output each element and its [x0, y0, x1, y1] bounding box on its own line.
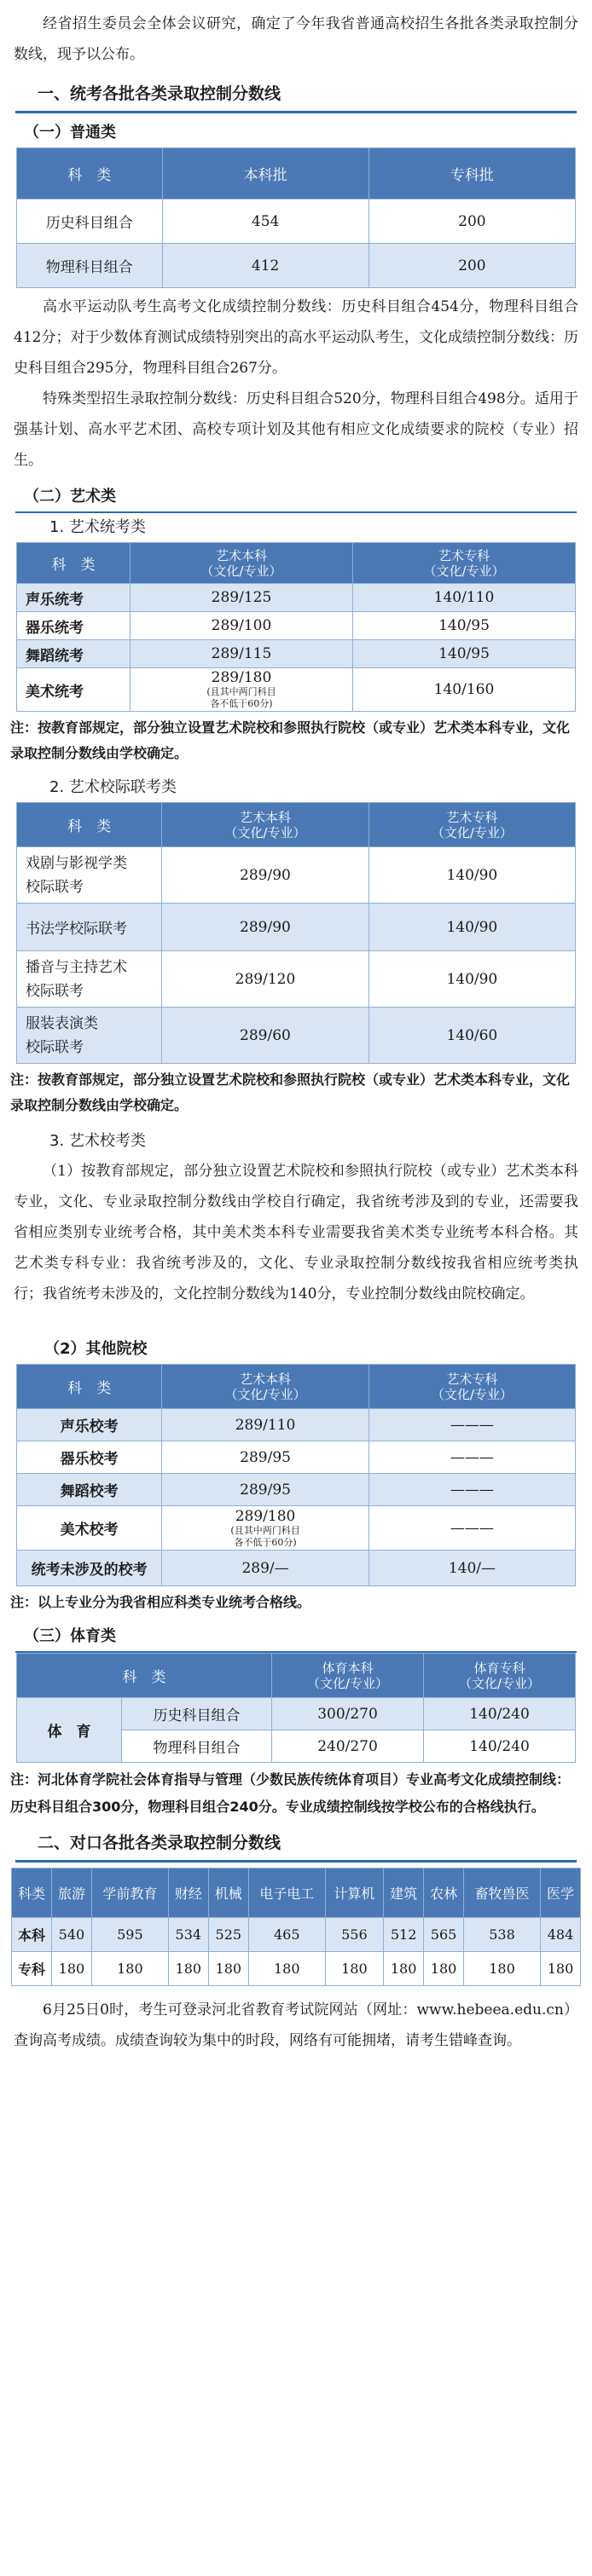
table-cell: 484	[540, 1918, 580, 1952]
table-header: 艺术本科 （文化/专业）	[162, 1365, 369, 1409]
table-cell: 140/60	[369, 1008, 575, 1064]
table-cell: 180	[464, 1952, 541, 1986]
section2-title: 二、对口各批各类录取控制分数线	[38, 1834, 281, 1852]
table-cell: 565	[424, 1918, 464, 1952]
art-sub1-title: 1. 艺术统考类	[49, 518, 146, 536]
table-cell: 180	[91, 1952, 168, 1986]
table-cell: 512	[384, 1918, 424, 1952]
vocational-table	[11, 1868, 581, 1986]
table-header: 艺术专科 （文化/专业）	[369, 1365, 575, 1409]
page	[0, 9, 592, 2056]
intro-paragraph: 经省招生委员会全体会议研究，确定了今年我省普通高校招生各批各类录取控制分数线，现予以公布。	[14, 15, 578, 63]
art-sub3-title: 3. 艺术校考类	[49, 1132, 146, 1150]
table-cell: 140/90	[369, 951, 575, 1008]
table-header: 艺术专科 （文化/专业）	[352, 543, 575, 584]
art-other-title: （2）其他院校	[44, 1340, 148, 1358]
table-header: 旅游	[51, 1868, 91, 1918]
art-sub2-table	[16, 802, 576, 1064]
table-header: 医学	[540, 1868, 580, 1918]
table-cell: 240/270	[272, 1730, 424, 1763]
table-header: 艺术本科 （文化/专业）	[130, 543, 352, 584]
table-cell: 140/90	[369, 904, 575, 951]
table-cell: 525	[208, 1918, 248, 1952]
table-header: 农林	[424, 1868, 464, 1918]
table-cell: 180	[384, 1952, 424, 1986]
table-cell: 140/240	[424, 1698, 576, 1730]
table-cell: 书法学校际联考	[17, 904, 162, 951]
table-cell: 289/95	[162, 1441, 369, 1474]
general-para1: 高水平运动队考生高考文化成绩控制分数线：历史科目组合454分，物理科目组合412分；对于少数体育测试成绩特别突出的高水平运动队考生，文化成绩控制分数线：历史科目组合295分，物理科目组合267分。	[14, 298, 578, 377]
table-cell: 289/90	[162, 847, 369, 904]
table-header: 艺术专科 （文化/专业）	[369, 803, 575, 847]
table-cell: 595	[91, 1918, 168, 1952]
table-cell: 140/90	[369, 847, 575, 904]
table-cell: 180	[168, 1952, 208, 1986]
table-cell: 200	[369, 244, 575, 288]
general-para2: 特殊类型招生录取控制分数线：历史科目组合520分，物理科目组合498分。适用于强基计划、高水平艺术团、高校专项计划及其他有相应文化成绩要求的院校（专业）招生。	[14, 390, 578, 469]
table-header: 建筑	[384, 1868, 424, 1918]
table-cell: 舞蹈校考	[17, 1474, 162, 1506]
table-cell: 538	[464, 1918, 541, 1952]
art-sub2-note: 注：按教育部规定，部分独立设置艺术院校和参照执行院校（或专业）艺术类本科专业，文化录取控制分数线由学校确定。	[10, 1071, 571, 1113]
sports-table	[16, 1653, 576, 1763]
table-cell: 140/240	[424, 1730, 576, 1763]
table-cell: 300/270	[272, 1698, 424, 1730]
table-cell: 289/60	[162, 1008, 369, 1064]
table-cell: 声乐校考	[17, 1409, 162, 1441]
art-other-table	[16, 1364, 576, 1586]
table-cell: 454	[162, 199, 369, 244]
sports-note: 注：河北体育学院社会体育指导与管理（少数民族传统体育项目）专业高考文化成绩控制线：历史科目组合300分，物理科目组合240分。专业成绩控制线按学校公布的合格线执行。	[10, 1771, 571, 1815]
table-cell: 器乐校考	[17, 1441, 162, 1474]
table-cell: 专科	[12, 1952, 52, 1986]
section-divider	[15, 111, 577, 113]
table-cell: 289/95	[162, 1474, 369, 1506]
table-header: 体育本科 （文化/专业）	[272, 1654, 424, 1698]
table-cell: 180	[540, 1952, 580, 1986]
table-header: 财经	[168, 1868, 208, 1918]
table-cell: 美术校考	[17, 1506, 162, 1551]
table-header: 科 类	[17, 148, 163, 199]
table-cell: 180	[424, 1952, 464, 1986]
table-cell: 180	[51, 1952, 91, 1986]
table-cell: 180	[208, 1952, 248, 1986]
table-cell: 180	[325, 1952, 383, 1986]
table-cell: 统考未涉及的校考	[17, 1551, 162, 1586]
table-cell: 服装表演类 校际联考	[17, 1008, 162, 1064]
table-header: 科 类	[17, 543, 131, 584]
table-cell: 140/160	[352, 668, 575, 712]
table-cell: 体 育	[17, 1698, 122, 1763]
art-sub1-table	[16, 542, 576, 712]
table-cell: 465	[248, 1918, 325, 1952]
table-cell: 声乐统考	[17, 584, 131, 612]
footer-paragraph: 6月25日0时，考生可登录河北省教育考试院网站（网址：www.hebeea.edu.cn）查询高考成绩。成绩查询较为集中的时段，网络有可能拥堵，请考生错峰查询。	[14, 2001, 578, 2049]
table-cell: 289/90	[162, 904, 369, 951]
table-cell: ———	[369, 1409, 575, 1441]
table-cell: 器乐统考	[17, 612, 131, 640]
art-sub2-title: 2. 艺术校际联考类	[49, 778, 177, 796]
table-cell: 289/120	[162, 951, 369, 1008]
table-cell: 540	[51, 1918, 91, 1952]
table-cell: 289/115	[130, 640, 352, 668]
table-cell: 140/110	[352, 584, 575, 612]
table-cell: 200	[369, 199, 575, 244]
general-title: （一）普通类	[24, 124, 116, 142]
sports-title: （三）体育类	[24, 1627, 116, 1645]
art-other-note: 注：以上专业分为我省相应科类专业统考合格线。	[10, 1594, 311, 1610]
section-divider	[15, 1860, 577, 1863]
table-header: 计算机	[325, 1868, 383, 1918]
general-table	[16, 147, 576, 288]
table-header: 科类	[12, 1868, 52, 1918]
table-header: 学前教育	[91, 1868, 168, 1918]
table-cell: 140/95	[352, 640, 575, 668]
table-cell: 412	[162, 244, 369, 288]
table-cell: 534	[168, 1918, 208, 1952]
table-cell: 289/180 (且其中两门科目 各不低于60分)	[130, 668, 352, 712]
table-header: 科 类	[17, 803, 162, 847]
art-title: （二）艺术类	[24, 488, 116, 505]
table-cell: 180	[248, 1952, 325, 1986]
table-cell: 历史科目组合	[122, 1698, 272, 1730]
table-cell: 556	[325, 1918, 383, 1952]
table-header: 科 类	[17, 1654, 272, 1698]
art-sub1-note: 注：按教育部规定，部分独立设置艺术院校和参照执行院校（或专业）艺术类本科专业，文化录取控制分数线由学校确定。	[10, 719, 571, 761]
table-cell: ———	[369, 1474, 575, 1506]
table-cell: 140/95	[352, 612, 575, 640]
table-cell: 本科	[12, 1918, 52, 1952]
section1-title: 一、统考各批各类录取控制分数线	[38, 84, 281, 103]
table-cell: 289/180 (且其中两门科目 各不低于60分)	[162, 1506, 369, 1551]
table-header: 专科批	[369, 148, 575, 199]
table-cell: 289/100	[130, 612, 352, 640]
table-header: 机械	[208, 1868, 248, 1918]
table-header: 艺术本科 （文化/专业）	[162, 803, 369, 847]
table-header: 电子电工	[248, 1868, 325, 1918]
table-cell: 物理科目组合	[122, 1730, 272, 1763]
table-header: 科 类	[17, 1365, 162, 1409]
table-cell: 289/110	[162, 1409, 369, 1441]
table-header: 畜牧兽医	[464, 1868, 541, 1918]
table-header: 本科批	[162, 148, 369, 199]
table-header: 体育专科 （文化/专业）	[424, 1654, 576, 1698]
table-cell: 戏剧与影视学类 校际联考	[17, 847, 162, 904]
table-cell: 播音与主持艺术 校际联考	[17, 951, 162, 1008]
table-cell: 历史科目组合	[17, 199, 163, 244]
table-cell: 140/—	[369, 1551, 575, 1586]
table-cell: 289/125	[130, 584, 352, 612]
table-cell: 美术统考	[17, 668, 131, 712]
table-cell: 289/—	[162, 1551, 369, 1586]
art-sub3-para: （1）按教育部规定，部分独立设置艺术院校和参照执行院校（或专业）艺术类本科专业，文化、专业录取控制分数线由学校自行确定，我省统考涉及到的专业，还需要我省相应类别专业统考合格，其中美术类本科专业需要我省美术类专业统考本科合格。其艺术类专科专业：我省统考涉及的，文化、专业录取控制分数线按我省相应统考类执行；我省统考未涉及的，文化控制分数线为140分，专业控制分数线由院校确定。	[14, 1163, 578, 1302]
table-cell: 舞蹈统考	[17, 640, 131, 668]
table-cell: ———	[369, 1506, 575, 1551]
table-cell: 物理科目组合	[17, 244, 163, 288]
table-cell: ———	[369, 1441, 575, 1474]
